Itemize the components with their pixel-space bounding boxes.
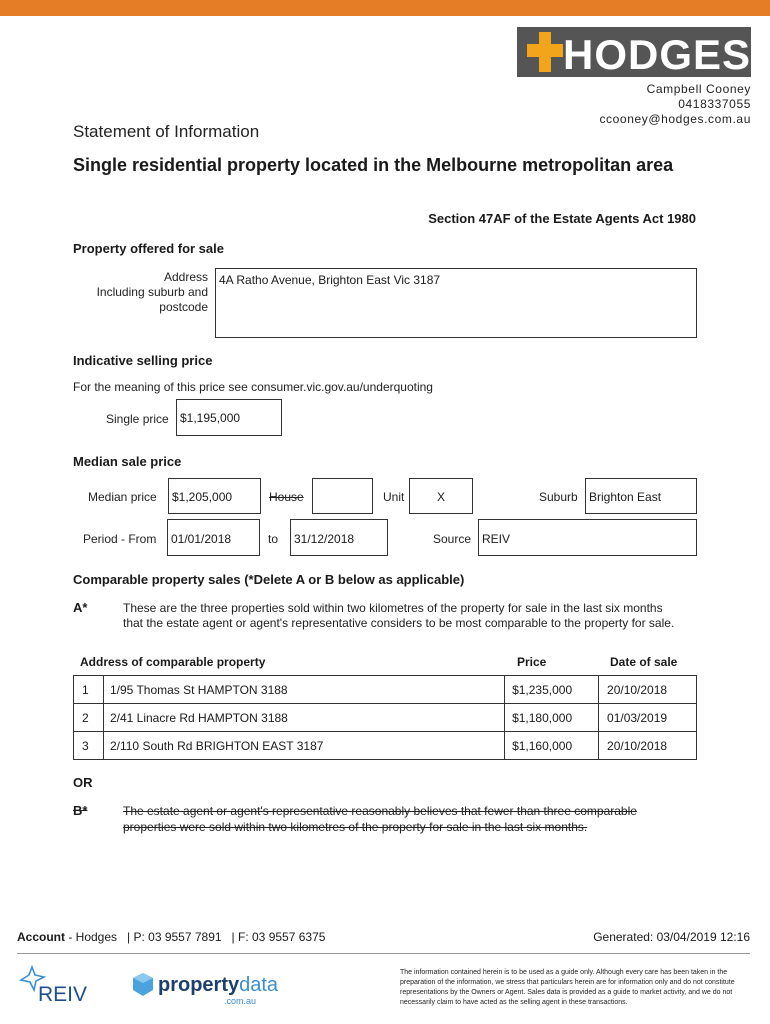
account-line — [17, 930, 325, 944]
period-to-label: to — [268, 532, 279, 546]
propertydata-logo-part-2: data — [239, 974, 279, 996]
median-price-label: Median price — [88, 490, 157, 504]
source-label: Source — [433, 532, 472, 546]
comparable-table — [73, 675, 697, 760]
propertydata-cube-icon — [132, 972, 154, 998]
period-from-field[interactable]: 01/01/2018 — [167, 519, 260, 556]
top-accent-bar — [0, 0, 770, 16]
logo-text: HODGES — [563, 31, 751, 77]
period-label: Period - From — [83, 532, 157, 546]
address-label-line-3: postcode — [159, 300, 208, 314]
row-date[interactable]: 20/10/2018 — [599, 732, 697, 760]
unit-label: Unit — [383, 490, 405, 504]
row-price[interactable]: $1,160,000 — [505, 732, 599, 760]
hodges-logo-graphic — [517, 27, 751, 77]
propertydata-logo-text — [158, 974, 278, 997]
propertydata-logo-part-1: property — [158, 974, 240, 996]
agent-phone: 0418337055 — [678, 97, 751, 111]
house-label: House — [269, 490, 304, 504]
or-label: OR — [73, 775, 93, 790]
suburb-field[interactable]: Brighton East — [585, 478, 697, 514]
reiv-logo — [16, 965, 96, 1005]
propertydata-logo — [132, 970, 279, 1010]
address-field[interactable]: 4A Ratho Avenue, Brighton East Vic 3187 — [215, 268, 697, 338]
propertydata-logo-domain: .com.au — [224, 996, 257, 1006]
option-b-label: B* — [73, 803, 88, 818]
hodges-logo — [517, 27, 751, 77]
period-to-field[interactable]: 31/12/2018 — [290, 519, 388, 556]
address-label — [60, 270, 208, 315]
median-price-field[interactable]: $1,205,000 — [168, 478, 261, 514]
col-header-date: Date of sale — [610, 655, 678, 669]
indicative-heading: Indicative selling price — [73, 353, 213, 368]
address-label-line-2: Including suburb and — [96, 285, 208, 299]
agent-email[interactable]: ccooney@hodges.com.au — [599, 112, 751, 126]
address-label-line-1: Address — [163, 270, 208, 284]
option-a-label: A* — [73, 600, 88, 615]
median-heading: Median sale price — [73, 454, 182, 469]
source-field[interactable]: REIV — [478, 519, 697, 556]
underquoting-note: For the meaning of this price see consumer.vic.gov.au/underquoting — [73, 380, 433, 394]
row-price[interactable]: $1,235,000 — [505, 676, 599, 704]
unit-field[interactable]: X — [409, 478, 473, 514]
row-address[interactable]: 2/41 Linacre Rd HAMPTON 3188 — [103, 704, 504, 732]
agent-name: Campbell Cooney — [646, 82, 751, 96]
generated-timestamp: Generated: 03/04/2019 12:16 — [593, 930, 750, 944]
account-label: Account — [17, 930, 65, 944]
col-header-address: Address of comparable property — [80, 655, 266, 669]
document-title: Single residential property located in the Melbourne metropolitan area — [73, 155, 674, 175]
comparable-heading: Comparable property sales (*Delete A or B below as applicable) — [73, 572, 465, 587]
reiv-logo-text: REIV — [38, 983, 88, 1006]
row-address[interactable]: 2/110 South Rd BRIGHTON EAST 3187 — [103, 732, 504, 760]
disclaimer-text: The information contained herein is to be used as a guide only. Although every care has been taken in the preparation of the information, we stress that particulars herein are for information only and do not constitute representations by the Owners or Agent. Sales data is provided as a guide to market activity, and we do not necessarily claim to have acted as the selling agent in these transactions. — [400, 969, 735, 1006]
option-b-text: The estate agent or agent's representative reasonably believes that fewer than three comparable properties were sold within two kilometres of the property for sale in the last six months. — [123, 804, 637, 834]
table-row — [74, 704, 697, 732]
statement-heading: Statement of Information — [73, 122, 260, 141]
row-number: 1 — [74, 676, 104, 704]
single-price-label: Single price — [106, 412, 169, 426]
table-row — [74, 676, 697, 704]
table-row — [74, 732, 697, 760]
row-date[interactable]: 20/10/2018 — [599, 676, 697, 704]
row-date[interactable]: 01/03/2019 — [599, 704, 697, 732]
single-price-field[interactable]: $1,195,000 — [176, 399, 282, 436]
house-field[interactable] — [312, 478, 373, 514]
col-header-price: Price — [517, 655, 547, 669]
section-reference: Section 47AF of the Estate Agents Act 1980 — [428, 211, 696, 226]
row-number: 3 — [74, 732, 104, 760]
property-heading: Property offered for sale — [73, 241, 224, 256]
row-number: 2 — [74, 704, 104, 732]
row-address[interactable]: 1/95 Thomas St HAMPTON 3188 — [103, 676, 504, 704]
account-details: - Hodges | P: 03 9557 7891 | F: 03 9557 6375 — [65, 930, 326, 944]
footer-divider — [17, 953, 750, 954]
suburb-label: Suburb — [539, 490, 578, 504]
option-a-text: These are the three properties sold within two kilometres of the property for sale in the last six months that the estate agent or agent's representative considers to be most comparable to the property for sale. — [123, 601, 675, 630]
row-price[interactable]: $1,180,000 — [505, 704, 599, 732]
